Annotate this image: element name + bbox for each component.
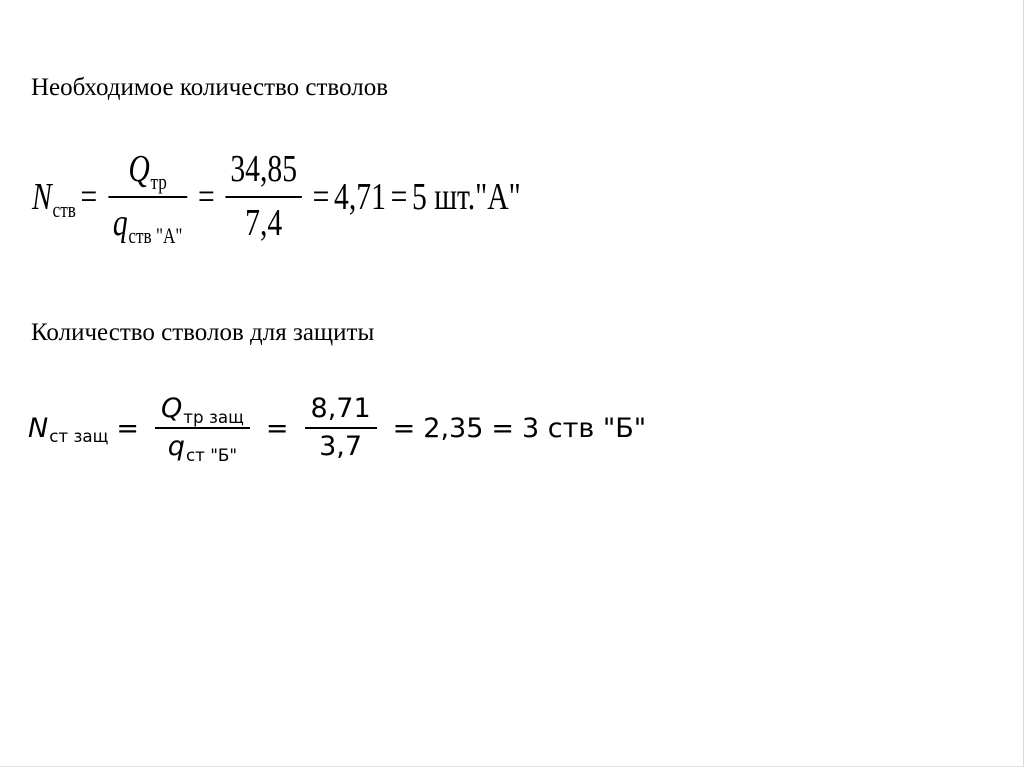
numerator-variable: Q xyxy=(128,148,150,191)
final-result: 3 ств "Б" xyxy=(522,412,647,444)
fraction-bar xyxy=(226,196,302,198)
fraction-numerator xyxy=(124,148,172,194)
numerator-subscript: тр защ xyxy=(183,406,244,427)
equals-sign: = xyxy=(265,412,289,444)
lhs-subscript: ств xyxy=(52,196,76,222)
lhs-term xyxy=(32,175,76,222)
formula-required-nozzles xyxy=(32,127,521,267)
fraction-denominator xyxy=(108,202,187,248)
fraction-bar xyxy=(155,427,250,429)
fraction-denominator-value: 3,7 xyxy=(319,431,363,462)
equals-sign: = xyxy=(80,176,98,218)
fraction-numerator xyxy=(155,392,250,427)
denominator-variable: q xyxy=(167,431,185,462)
fraction-numerator-value: 34,85 xyxy=(230,148,298,191)
lhs-subscript: ст защ xyxy=(49,426,109,447)
denominator-subscript: ств "А" xyxy=(128,222,183,248)
formula-protection-nozzles xyxy=(28,378,646,478)
final-result: 5 шт."А" xyxy=(411,176,521,218)
equals-sign: = xyxy=(312,176,330,218)
numerator-variable: Q xyxy=(161,392,183,424)
equals-sign: = xyxy=(390,176,408,218)
fraction-bar xyxy=(108,196,187,198)
equals-sign: = xyxy=(198,176,215,218)
fraction-bar xyxy=(305,427,377,429)
lhs-variable: N xyxy=(28,412,49,444)
equals-sign: = xyxy=(392,412,416,444)
equals-sign: = xyxy=(491,412,515,444)
fraction-numeric xyxy=(305,392,377,462)
fraction-numerator-value: 8,71 xyxy=(310,392,371,424)
heading-protection-nozzles: Количество стволов для защиты xyxy=(31,319,375,346)
fraction-numeric xyxy=(226,150,302,244)
heading-required-nozzles: Необходимое количество стволов xyxy=(31,74,389,101)
numerator-subscript: тр xyxy=(150,168,167,194)
lhs-term xyxy=(28,412,109,447)
lhs-variable: N xyxy=(32,176,52,218)
fraction-denominator-value: 7,4 xyxy=(245,202,283,244)
equals-sign: = xyxy=(116,412,140,444)
denominator-subscript: ст "Б" xyxy=(185,444,238,465)
fraction-denominator xyxy=(162,431,243,465)
result-value: 2,35 xyxy=(423,412,484,444)
fraction-symbolic xyxy=(108,148,187,248)
denominator-variable: q xyxy=(112,202,128,244)
result-value: 4,71 xyxy=(334,176,386,218)
fraction-symbolic xyxy=(155,392,250,465)
